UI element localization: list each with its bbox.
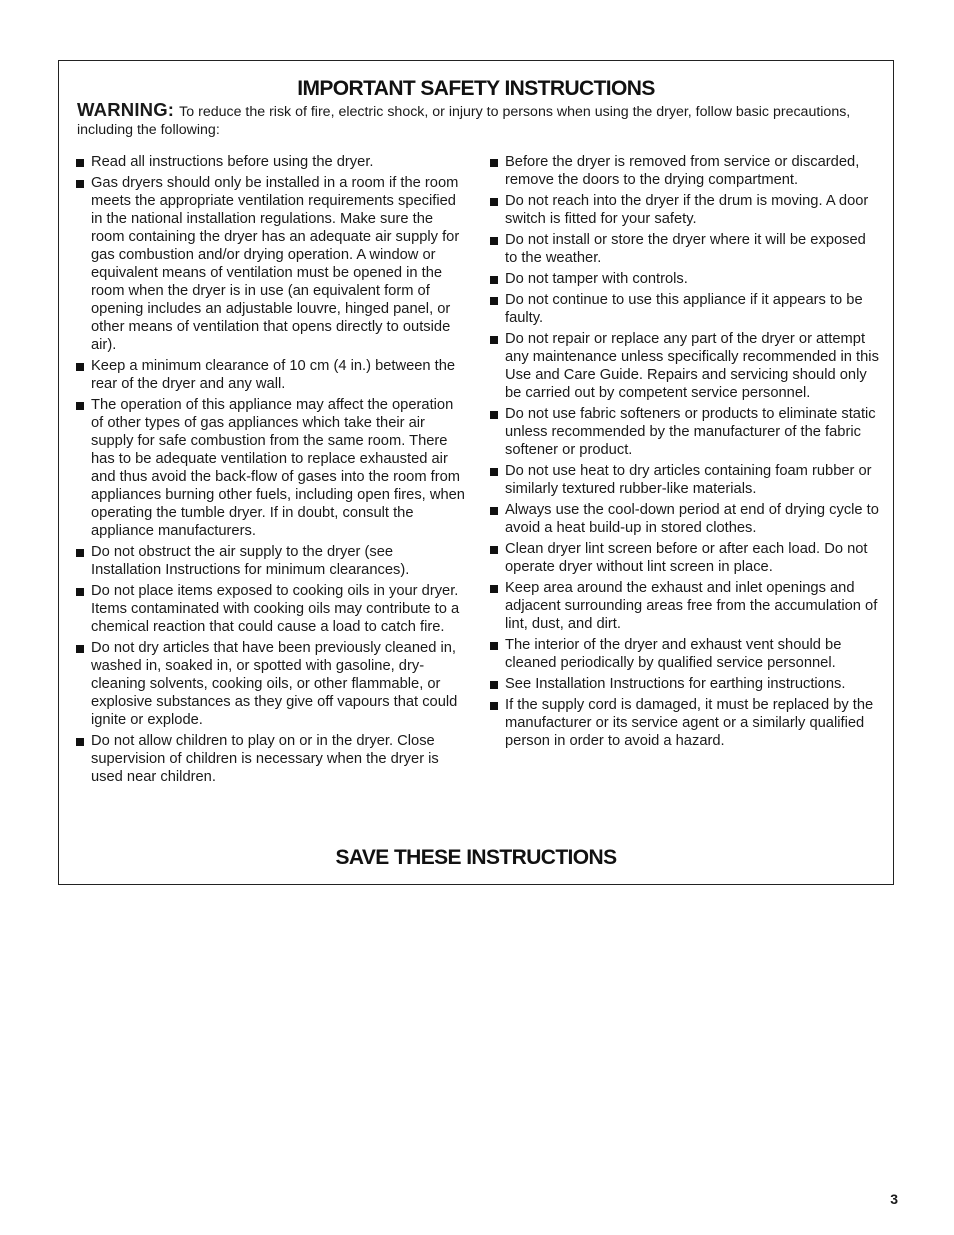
list-item-text: Clean dryer lint screen before or after each load. Do not operate dryer without lint screen in place.	[505, 541, 868, 575]
list-item	[489, 192, 881, 228]
list-item	[75, 396, 467, 540]
list-item-text: Do not install or store the dryer where it will be exposed to the weather.	[505, 232, 866, 266]
list-item	[75, 582, 467, 636]
list-item-text: Do not continue to use this appliance if it appears to be faulty.	[505, 292, 863, 326]
page-number: 3	[890, 1191, 898, 1207]
list-item	[489, 330, 881, 402]
safety-title: IMPORTANT SAFETY INSTRUCTIONS	[297, 77, 655, 100]
list-item	[75, 543, 467, 579]
list-item-text: Read all instructions before using the dryer.	[91, 154, 374, 170]
list-item	[489, 540, 881, 576]
list-item-text: Do not reach into the dryer if the drum is moving. A door switch is fitted for your safety.	[505, 193, 869, 227]
bullet-square-icon	[490, 507, 498, 515]
right-instruction-list	[489, 153, 881, 753]
bullet-square-icon	[76, 180, 84, 188]
list-item-text: If the supply cord is damaged, it must be replaced by the manufacturer or its service agent or a similarly qualified person in order to avoid a hazard.	[505, 697, 874, 749]
list-item-text: Do not obstruct the air supply to the dryer (see Installation Instructions for minimum clearances).	[91, 544, 410, 578]
list-item	[75, 732, 467, 786]
bullet-square-icon	[76, 549, 84, 557]
bullet-square-icon	[490, 237, 498, 245]
bullet-square-icon	[76, 588, 84, 596]
list-item-text: Before the dryer is removed from service or discarded, remove the doors to the drying compartment.	[505, 154, 860, 188]
bullet-square-icon	[490, 276, 498, 284]
list-item	[75, 357, 467, 393]
bullet-square-icon	[76, 738, 84, 746]
list-item-text: The operation of this appliance may affect the operation of other types of gas appliances which take their air supply for safe combustion from the same room. There has to be adequate ventilation to replace exhausted air and thus avoid the back-flow of gases into the room from appliances burning other fuels, including open fires, when operating the tumble dryer. If in doubt, consult the appliance manufacturers.	[91, 397, 465, 539]
list-item	[489, 153, 881, 189]
bullet-square-icon	[490, 297, 498, 305]
list-item	[489, 270, 881, 288]
list-item-text: Always use the cool-down period at end of drying cycle to avoid a heat build-up in stored clothes.	[505, 502, 879, 536]
save-instructions-title: SAVE THESE INSTRUCTIONS	[335, 846, 617, 869]
bullet-square-icon	[490, 585, 498, 593]
list-item	[489, 636, 881, 672]
bullet-square-icon	[76, 363, 84, 371]
list-item	[489, 291, 881, 327]
bullet-square-icon	[490, 198, 498, 206]
bullet-square-icon	[490, 681, 498, 689]
list-item	[489, 579, 881, 633]
bullet-square-icon	[490, 546, 498, 554]
list-item	[489, 501, 881, 537]
warning-label: WARNING:	[77, 99, 175, 120]
bullet-square-icon	[490, 642, 498, 650]
bullet-square-icon	[76, 159, 84, 167]
list-item	[489, 696, 881, 750]
bullet-square-icon	[490, 468, 498, 476]
list-item-text: Gas dryers should only be installed in a room if the room meets the appropriate ventilation requirements specified in the national installation regulations. Make sure the room containing the dryer has an adequate air supply for gas combustion and/or drying operation. A window or equivalent means of ventilation must be opened in the room when the dryer is in use (an equivalent form of opening includes an adjustable louvre, hinged panel, or other means of ventilation that opens directly to outside air).	[91, 175, 460, 353]
bullet-square-icon	[76, 645, 84, 653]
bullet-square-icon	[490, 159, 498, 167]
list-item-text: Do not allow children to play on or in the dryer. Close supervision of children is necessary when the dryer is used near children.	[91, 733, 439, 785]
list-item	[489, 405, 881, 459]
list-item	[489, 462, 881, 498]
list-item-text: Keep area around the exhaust and inlet openings and adjacent surrounding areas free from the accumulation of lint, dust, and dirt.	[505, 580, 878, 632]
bullet-square-icon	[490, 411, 498, 419]
list-item	[75, 174, 467, 354]
bullet-square-icon	[490, 336, 498, 344]
bullet-square-icon	[76, 402, 84, 410]
list-item-text: Do not use heat to dry articles containing foam rubber or similarly textured rubber-like materials.	[505, 463, 872, 497]
bullet-square-icon	[490, 702, 498, 710]
list-item-text: See Installation Instructions for earthing instructions.	[505, 676, 846, 692]
list-item-text: Do not repair or replace any part of the dryer or attempt any maintenance unless specifically recommended in this Use and Care Guide. Repairs and servicing should only be carried out by competent service personnel.	[505, 331, 879, 401]
list-item-text: The interior of the dryer and exhaust vent should be cleaned periodically by qualified service personnel.	[505, 637, 842, 671]
list-item-text: Keep a minimum clearance of 10 cm (4 in.) between the rear of the dryer and any wall.	[91, 358, 456, 392]
list-item	[75, 639, 467, 729]
safety-instructions-box	[58, 60, 894, 885]
list-item-text: Do not use fabric softeners or products to eliminate static unless recommended by the manufacturer of the fabric softener or product.	[505, 406, 876, 458]
list-item-text: Do not tamper with controls.	[505, 271, 688, 287]
list-item	[489, 231, 881, 267]
list-item-text: Do not dry articles that have been previously cleaned in, washed in, soaked in, or spotted with gasoline, dry-cleaning solvents, cooking oils, or other flammable, or explosive substances as they give off vapours that could ignite or explode.	[91, 640, 458, 728]
list-item	[489, 675, 881, 693]
warning-paragraph	[77, 101, 867, 139]
warning-text: To reduce the risk of fire, electric shock, or injury to persons when using the dryer, follow basic precautions, including the following:	[77, 104, 851, 138]
list-item-text: Do not place items exposed to cooking oils in your dryer. Items contaminated with cooking oils may contribute to a chemical reaction that could cause a load to catch fire.	[91, 583, 460, 635]
list-item	[75, 153, 467, 171]
left-instruction-list	[75, 153, 467, 789]
